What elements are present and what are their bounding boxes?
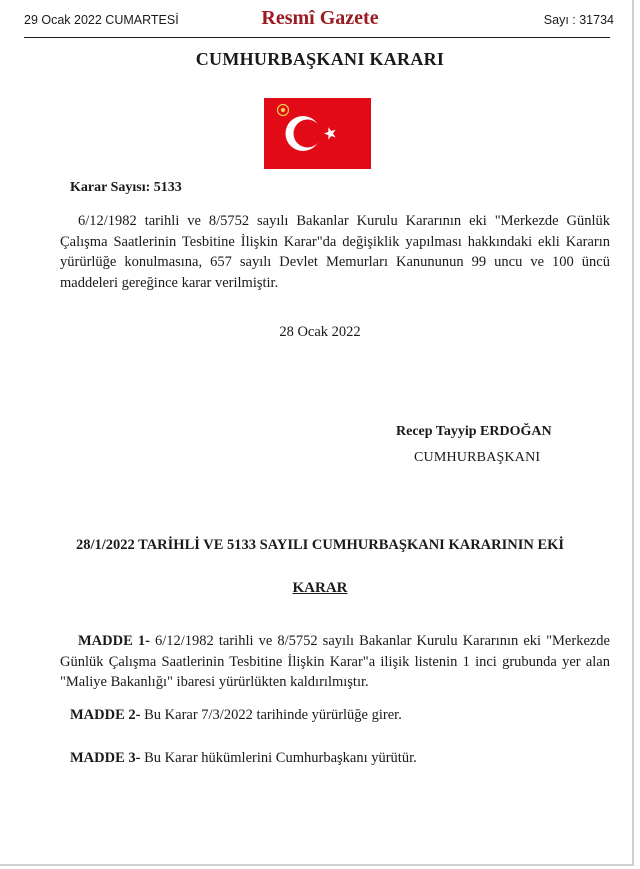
gazette-title: Resmî Gazete (261, 7, 379, 29)
gazette-date: 29 Ocak 2022 CUMARTESİ (24, 13, 179, 27)
issue-date: 28 Ocak 2022 (279, 324, 361, 340)
annex-heading: 28/1/2022 TARİHLİ VE 5133 SAYILI CUMHURBAŞKANI KARARININ EKİ (75, 537, 565, 553)
article-1 (60, 631, 610, 693)
decision-number: Karar Sayısı: 5133 (70, 180, 182, 195)
preamble-paragraph: 6/12/1982 tarihli ve 8/5752 sayılı Bakanlar Kurulu Kararının eki "Merkezde Günlük Çalışma Saatlerinin Tesbitine İlişkin Karar"da değişiklik yapılması hakkındaki ekli Kararın yürürlüğe konulmasına, 657 sayılı Devlet Memurları Kanununun 99 uncu ve 100 üncü maddeleri gereğince karar verilmiştir. (60, 213, 610, 291)
article-text: 6/12/1982 tarihli ve 8/5752 sayılı Bakanlar Kurulu Kararının eki "Merkezde Günlük Çalışma Saatlerinin Tesbitine İlişkin Karar"a ilişik listenin 1 inci grubunda yer alan "Maliye Bakanlığı" ibaresi yürürlükten kaldırılmıştır. (60, 633, 610, 690)
article-label: MADDE 1- (78, 633, 150, 649)
article-label: MADDE 3- (70, 750, 141, 766)
signatory-title: CUMHURBAŞKANI (414, 450, 541, 465)
signatory-name: Recep Tayyip ERDOĞAN (396, 424, 552, 439)
article-label: MADDE 2- (70, 707, 141, 723)
article-3 (70, 750, 417, 767)
article-2 (70, 707, 402, 724)
header-divider (24, 37, 610, 38)
turkish-flag-icon (264, 98, 371, 169)
article-text: Bu Karar 7/3/2022 tarihinde yürürlüğe girer. (144, 707, 402, 723)
annex-title: KARAR (292, 580, 348, 596)
article-text: Bu Karar hükümlerini Cumhurbaşkanı yürütür. (144, 750, 417, 766)
decree-type-heading: CUMHURBAŞKANI KARARI (195, 49, 445, 69)
gazette-issue-number: Sayı : 31734 (543, 13, 614, 27)
